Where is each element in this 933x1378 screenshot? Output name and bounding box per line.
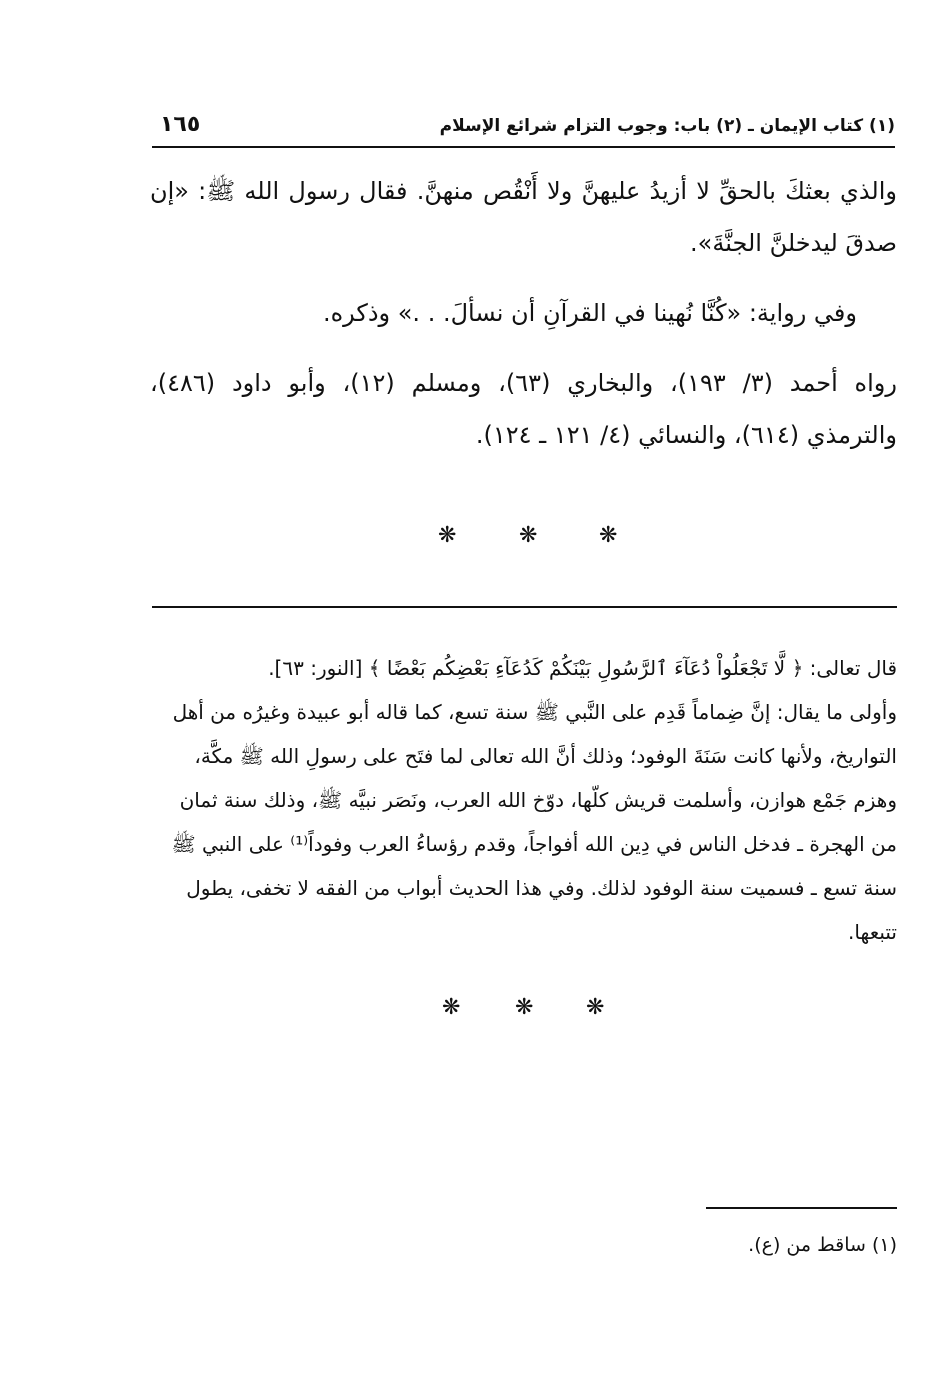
separator-star-icon: ❋ [438, 523, 457, 548]
footnote-divider [706, 1207, 897, 1209]
commentary-paragraph: وأولى ما يقال: إنَّ ضِماماً قَدِم على النَّبي ﷺ سنة تسع، كما قاله أبو عبيدة وغيرُه من أهل التواريخ، ولأنها كانت سَنَةَ الوفود؛ وذلك أنَّ الله تعالى لما فتَح على رسولِ الله ﷺ مكَّة، وهزم جَمْع هوازن، وأسلمت قريش كلّها، دوّخ الله العرب، ونَصَر نبيَّه ﷺ، وذلك سنة ثمان من الهجرة ـ فدخل الناس في دِين الله أفواجاً، وقدم رؤساءُ العرب وفوداً⁽¹⁾ على النبي ﷺ سنة تسع ـ فسميت سنة الوفود لذلك. وفي هذا الحديث أبواب من الفقه لا تخفى، يطول تتبعها. [171, 700, 897, 944]
page-header [150, 110, 895, 140]
commentary-section [150, 646, 897, 954]
section-separator-bottom [0, 995, 933, 1025]
separator-star-icon: ❋ [519, 523, 538, 548]
main-text [150, 165, 897, 461]
commentary-divider [152, 606, 897, 608]
separator-star-icon: ❋ [515, 995, 534, 1020]
section-separator-top [0, 523, 933, 553]
footnote: (١) ساقط من (ع). [748, 1234, 897, 1256]
takhrij-paragraph: رواه أحمد (٣/ ١٩٣)، والبخاري (٦٣)، ومسلم (١٢)، وأبو داود (٤٨٦)، والترمذي (٦١٤)، والنسائي (٤/ ١٢١ ـ ١٢٤). [150, 369, 897, 449]
header-divider [152, 146, 895, 148]
page-number: ١٦٥ [160, 112, 201, 137]
running-title: (١) كتاب الإيمان ـ (٢) باب: وجوب التزام شرائع الإسلام [439, 116, 895, 136]
quran-verse-line: قال تعالى: ﴿ لَّا تَجْعَلُواْ دُعَآءَ ٱلرَّسُولِ بَيْنَكُمْ كَدُعَآءِ بَعْضِكُم بَعْضًا ﴾ [النور: ٦٣]. [268, 656, 897, 680]
hadith-paragraph: والذي بعثكَ بالحقِّ لا أزيدُ عليهنَّ ولا أَنْقُص منهنَّ. فقال رسول الله ﷺ: «إن صدقَ ليدخلنَّ الجنَّةَ». [150, 177, 897, 257]
separator-star-icon: ❋ [586, 995, 605, 1020]
separator-star-icon: ❋ [599, 523, 618, 548]
separator-star-icon: ❋ [442, 995, 461, 1020]
riwaya-paragraph: وفي رواية: «كُنَّا نُهينا في القرآنِ أن نسألَ. . .» وذكره. [322, 299, 857, 327]
